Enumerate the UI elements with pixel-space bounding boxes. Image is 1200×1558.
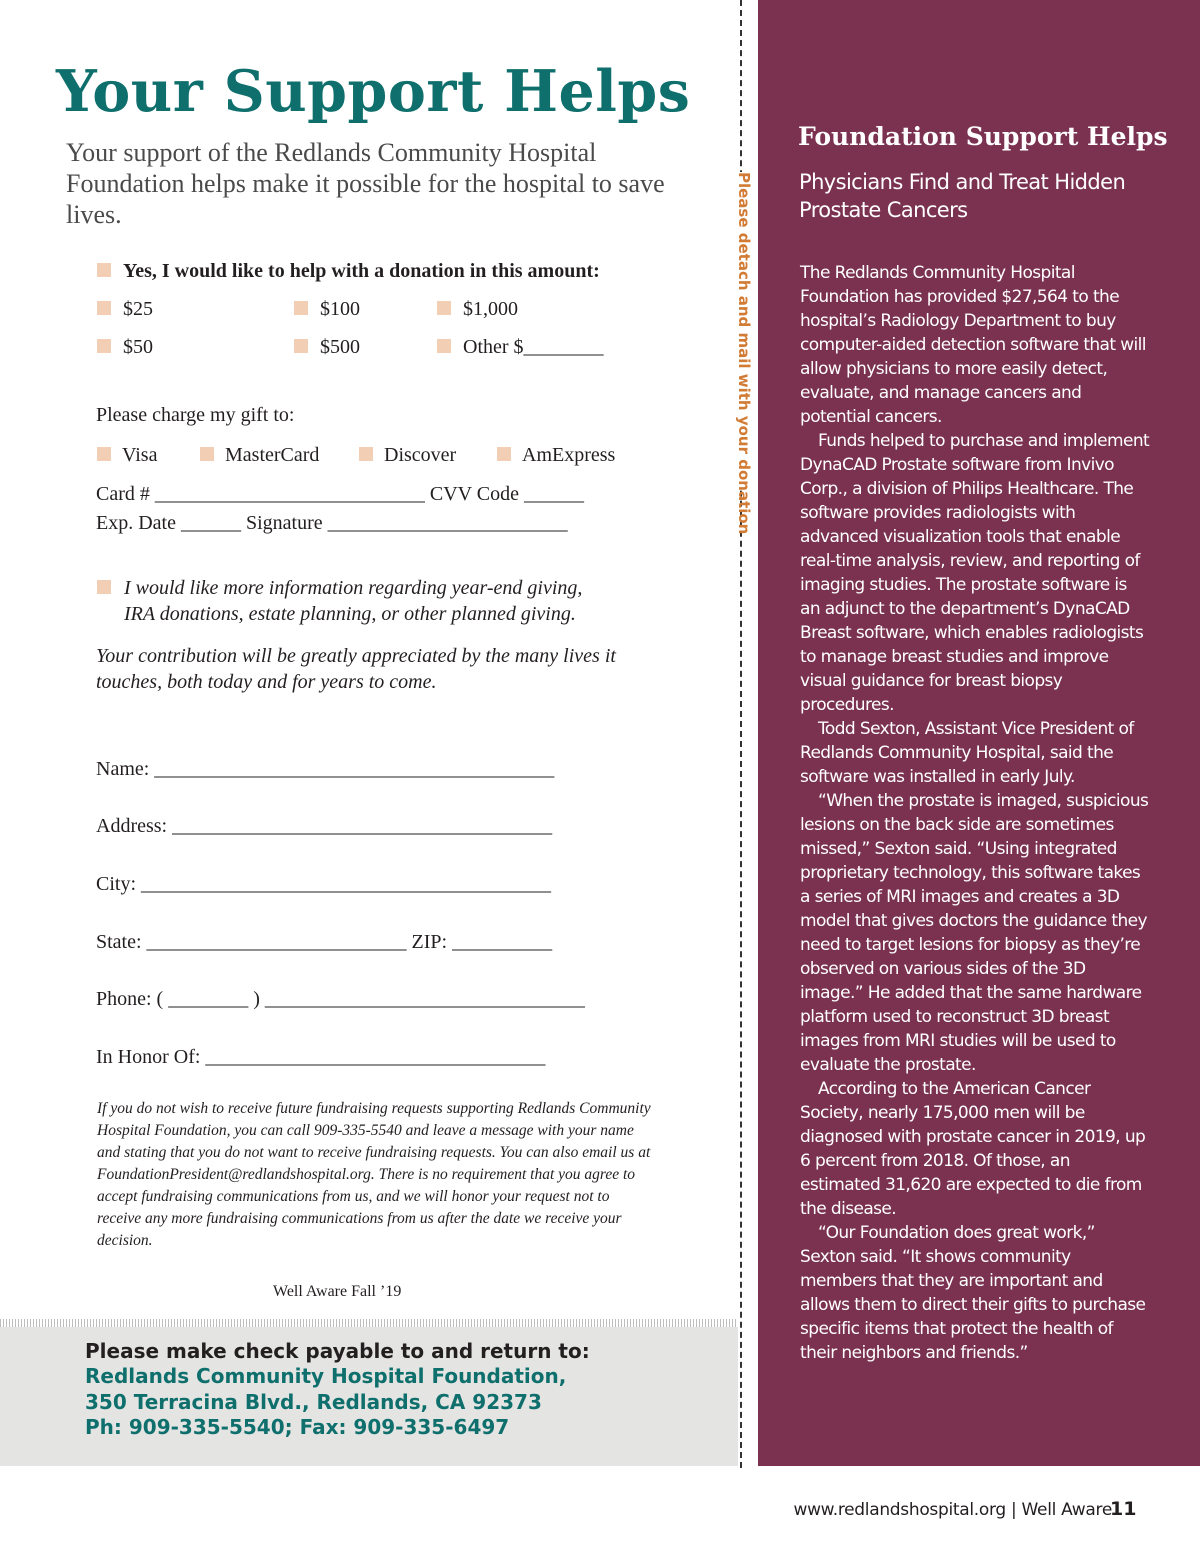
phone-field[interactable]: Phone: ( ________ ) ________________________________ — [96, 988, 585, 1010]
return-phone: Ph: 909-335-5540; Fax: 909-335-6497 — [85, 1415, 510, 1439]
visa-label: Visa — [122, 444, 158, 466]
form-title: Your Support Helps — [56, 58, 691, 125]
appreciation-text: Your contribution will be greatly appreciated by the many lives it touches, both today and for years to come. — [96, 645, 616, 693]
amount-other-field[interactable]: Other $________ — [463, 336, 604, 358]
issue-label: Well Aware Fall ’19 — [273, 1283, 402, 1300]
amount-50-label: $50 — [123, 336, 153, 358]
article-paragraph: Todd Sexton, Assistant Vice President of Redlands Community Hospital, said the software was installed in early July. — [800, 719, 1134, 787]
footer-site: www.redlandshospital.org | Well Aware — [793, 1500, 1112, 1520]
article-paragraph: Funds helped to purchase and implement DynaCAD Prostate software from Invivo Corp., a division of Philips Healthcare. The software provides radiologists with advanced visualization tools that enable real-time analysis, review, and reporting of imaging studies. The prostate software is an adjunct to the department’s DynaCAD Breast software, which enables radiologists to manage breast studies and improve visual guidance for breast biopsy procedures. — [800, 431, 1150, 715]
amexpress-checkbox[interactable] — [497, 447, 511, 461]
article-paragraph: The Redlands Community Hospital Foundation has provided $27,564 to the hospital’s Radiology Department to buy computer-aided detection software that will allow physicians to more easily detect, evaluate, and manage cancers and potential cancers. — [800, 263, 1146, 427]
sidebar-subtitle: Physicians Find and Treat Hidden Prostate Cancers — [799, 170, 1126, 222]
amount-100-label: $100 — [320, 298, 360, 320]
city-field[interactable]: City: _________________________________________ — [96, 873, 552, 895]
charge-prompt: Please charge my gift to: — [96, 404, 295, 426]
amount-100-checkbox[interactable] — [294, 301, 308, 315]
discover-label: Discover — [384, 444, 457, 466]
sidebar-title: Foundation Support Helps — [798, 122, 1168, 151]
card-number-field[interactable]: Card # ___________________________ CVV Code ______ — [96, 483, 584, 505]
article-paragraph: “When the prostate is imaged, suspicious lesions on the back side are sometimes missed,” Sexton said. “Using integrated proprietary technology, this software takes a series of MRI images and creates a 3D model that gives doctors the guidance they need to target lesions for biopsy as they’re observed on various sides of the 3D image.” He added that the same hardware platform used to reconstruct 3D breast images from MRI studies will be used to evaluate the prostate. — [800, 791, 1149, 1075]
detach-note: Please detach and mail with your donation — [732, 172, 756, 488]
return-address: 350 Terracina Blvd., Redlands, CA 92373 — [85, 1390, 542, 1414]
amount-25-checkbox[interactable] — [97, 301, 111, 315]
amount-500-label: $500 — [320, 336, 360, 358]
address-field[interactable]: Address: ______________________________________ — [96, 815, 553, 837]
mastercard-checkbox[interactable] — [200, 447, 214, 461]
discover-checkbox[interactable] — [359, 447, 373, 461]
more-info-line-2: IRA donations, estate planning, or other planned giving. — [124, 603, 576, 625]
in-honor-of-field[interactable]: In Honor Of: __________________________________ — [96, 1046, 546, 1068]
article-paragraph: “Our Foundation does great work,” Sexton said. “It shows community members that they are important and allows them to direct their gifts to purchase specific items that protect the health of their neighbors and friends.” — [800, 1223, 1146, 1363]
visa-checkbox[interactable] — [97, 447, 111, 461]
more-info-checkbox[interactable] — [97, 580, 111, 594]
amount-25-label: $25 — [123, 298, 153, 320]
fundraising-disclaimer: If you do not wish to receive future fundraising requests supporting Redlands Community Hospital Foundation, you can call 909-335-5540 and leave a message with your name and stating that you do not want to receive fundraising requests. You can also email us at FoundationPresident@redlandshospital.org. There is no requirement that you agree to accept fundraising communications from us, and we will honor your request not to receive any more fundraising communications from us after the date we receive your decision. — [97, 1100, 651, 1249]
return-org: Redlands Community Hospital Foundation, — [85, 1364, 567, 1388]
donation-checkbox[interactable] — [97, 263, 111, 277]
sidebar-article — [800, 261, 1150, 1365]
perforation-stripe — [0, 1319, 738, 1327]
exp-signature-field[interactable]: Exp. Date ______ Signature ________________________ — [96, 512, 568, 534]
amount-50-checkbox[interactable] — [97, 339, 111, 353]
form-intro: Your support of the Redlands Community Hospital Foundation helps make it possible for the hospital to save lives. — [66, 138, 665, 229]
more-info-line-1: I would like more information regarding year-end giving, — [124, 577, 583, 599]
amount-1000-label: $1,000 — [463, 298, 518, 320]
return-heading: Please make check payable to and return to: — [85, 1339, 590, 1363]
mastercard-label: MasterCard — [225, 444, 320, 466]
page-number: 11 — [1110, 1498, 1137, 1520]
name-field[interactable]: Name: ________________________________________ — [96, 758, 555, 780]
amount-other-checkbox[interactable] — [437, 339, 451, 353]
article-paragraph: According to the American Cancer Society, nearly 175,000 men will be diagnosed with prostate cancer in 2019, up 6 percent from 2018. Of those, an estimated 31,620 are expected to die from the disease. — [800, 1079, 1146, 1219]
amexpress-label: AmExpress — [522, 444, 616, 466]
state-zip-field[interactable]: State: __________________________ ZIP: __________ — [96, 931, 553, 953]
amount-1000-checkbox[interactable] — [437, 301, 451, 315]
donation-prompt: Yes, I would like to help with a donation in this amount: — [123, 260, 600, 282]
amount-500-checkbox[interactable] — [294, 339, 308, 353]
